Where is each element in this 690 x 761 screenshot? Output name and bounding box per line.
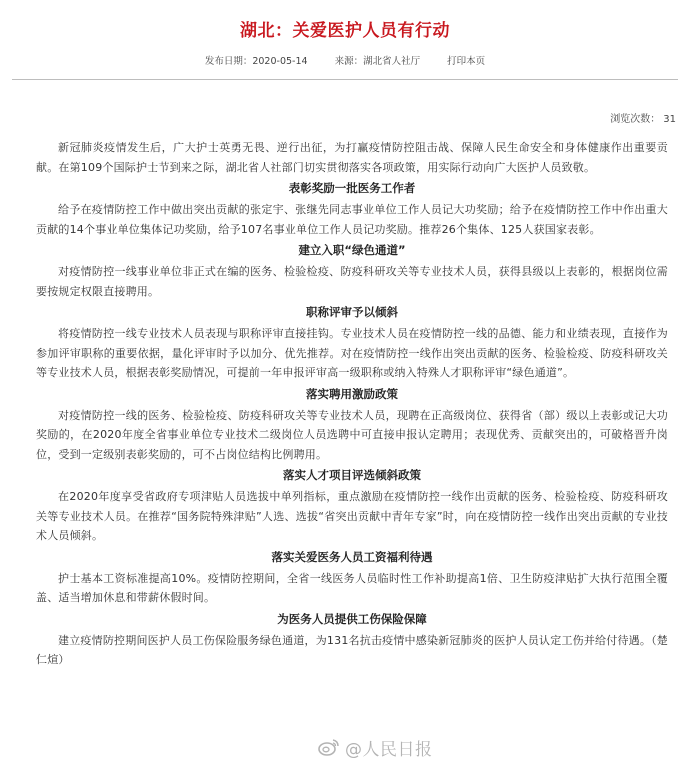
section-body-commendation: 给予在疫情防控工作中做出突出贡献的张定宇、张继先同志事业单位工作人员记大功奖励；给予在疫情防控工作中作出重大贡献的14个事业单位集体记功奖励，给予107名事业单位工作人员记功奖励。推荐26个集体、125人获国家表彰。 — [36, 203, 668, 236]
weibo-logo-icon — [318, 738, 340, 756]
publish-date-label: 发布日期： — [204, 56, 253, 67]
section-heading-talent-project: 落实人才项目评选倾斜政策 — [283, 468, 421, 482]
print-page-link[interactable]: 打印本页 — [447, 56, 486, 67]
section-heading-employment-incentive: 落实聘用激励政策 — [306, 386, 398, 401]
section-body-title-review: 将疫情防控一线专业技术人员表现与职称评审直接挂钩。专业技术人员在疫情防控一线的品德、能力和业绩表现，直接作为参加评审职称的重要依据，量化评审时予以加分、优先推荐。对在疫情防控一线作出突出贡献的医务、检验检疫、防疫科研攻关等专业技术人员，根据表彰奖励情况，可提前一年申报评审高一级职称或纳入特殊人才职称评审“绿色通道”。 — [36, 327, 668, 379]
publish-date — [205, 53, 308, 67]
source-value: 湖北省人社厅 — [363, 56, 421, 67]
view-count-value: 31 — [663, 114, 676, 125]
section-heading-injury-insurance: 为医务人员提供工伤保险保障 — [277, 611, 427, 626]
watermark-text: @人民日报 — [345, 739, 433, 760]
section-heading-title-review: 职称评审予以倾斜 — [306, 305, 398, 319]
header-divider — [12, 79, 678, 80]
source — [335, 53, 421, 67]
section-body-green-channel: 对疫情防控一线事业单位非正式在编的医务、检验检疫、防疫科研攻关等专业技术人员，获得县级以上表彰的，根据岗位需要按规定权限直接聘用。 — [36, 265, 668, 298]
section-body-injury-insurance: 建立疫情防控期间医护人员工伤保险服务绿色通道，为131名抗击疫情中感染新冠肺炎的医护人员认定工伤并给付待遇。（楚仁煊） — [36, 633, 668, 666]
section-heading-commendation: 表彰奖励一批医务工作者 — [288, 181, 416, 195]
publish-date-value: 2020-05-14 — [252, 56, 308, 67]
section-heading-green-channel: 建立入职“绿色通道” — [298, 243, 406, 257]
section-body-talent-project: 在2020年度享受省政府专项津贴人员选拔中单列指标，重点激励在疫情防控一线作出贡献的医务、检验检疫、防疫科研攻关等专业技术人员。在推荐“国务院特殊津贴”人选、选拔“省突出贡献中青年专家”时，向在疫情防控一线作出突出贡献的专业技术人员倾斜。 — [36, 490, 669, 542]
weibo-watermark — [318, 736, 433, 758]
article-body — [36, 138, 668, 670]
section-body-wages-welfare: 护士基本工资标准提高10%。疫情防控期间，全省一线医务人员临时性工作补助提高1倍、卫生防疫津贴扩大执行范围全覆盖、适当增加休息和带薪休假时间。 — [36, 571, 668, 604]
section-heading-wages-welfare: 落实关爱医务人员工资福利待遇 — [271, 549, 433, 564]
section-body-employment-incentive: 对疫情防控一线的医务、检验检疫、防疫科研攻关等专业技术人员，现聘在正高级岗位、获得省（部）级以上表彰或记大功奖励的，在2020年度全省事业单位专业技术二级岗位人员选聘中可直接申报认定聘用；表现优秀、贡献突出的，可破格晋升岗位，受到一定级别表彰奖励的，可不占岗位结构比例聘用。 — [36, 408, 668, 461]
page-title: 湖北：关爱医护人员有行动 — [240, 21, 450, 41]
article-meta — [0, 53, 690, 67]
intro-paragraph: 新冠肺炎疫情发生后，广大护士英勇无畏、逆行出征，为打赢疫情防控阻击战、保障人民生命安全和身体健康作出重要贡献。在第109个国际护士节到来之际，湖北省人社部门切实贯彻落实各项政策，用实际行动向广大医护人员致敬。 — [36, 141, 668, 174]
source-label: 来源： — [334, 56, 364, 67]
view-count — [607, 110, 676, 125]
view-count-label: 浏览次数： — [610, 114, 661, 125]
